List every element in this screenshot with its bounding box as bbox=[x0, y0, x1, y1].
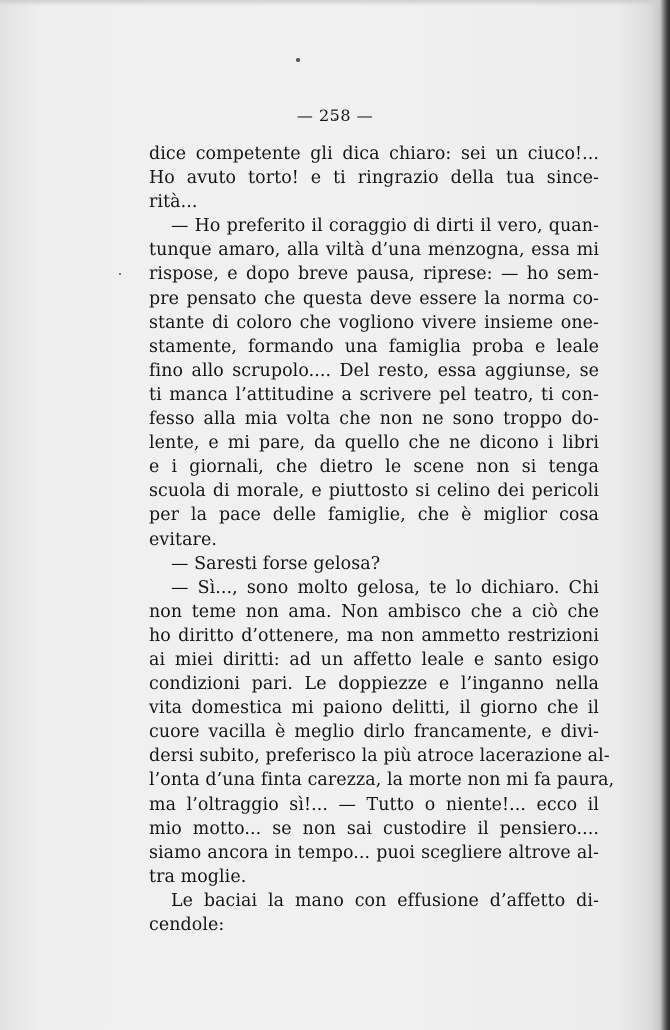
text-line: dersi subito, preferisco la più atroce lacerazione al- bbox=[149, 746, 610, 767]
text-line: siamo ancora in tempo... puoi scegliere altrove al- bbox=[149, 842, 599, 863]
text-line: vita domestica mi paiono delitti, il giorno che il bbox=[149, 698, 599, 719]
ink-speck bbox=[119, 273, 121, 275]
text-line: stamente, formando una famiglia proba e leale bbox=[149, 336, 599, 357]
text-line: — Sì..., sono molto gelosa, te lo dichiaro. Chi bbox=[171, 577, 599, 598]
text-line: non teme non ama. Non ambisco che a ciò che bbox=[149, 601, 599, 622]
text-line: dice competente gli dica chiaro: sei un ciuco!... bbox=[149, 144, 599, 164]
text-line: tra moglie. bbox=[149, 866, 247, 887]
text-line: — Ho preferito il coraggio di dirti il vero, quan- bbox=[171, 216, 599, 237]
text-line: Le baciai la mano con effusione d’affetto di- bbox=[171, 890, 599, 911]
page-number: — 258 — bbox=[296, 106, 374, 125]
text-line: — Saresti forse gelosa? bbox=[171, 553, 381, 574]
text-line: Ho avuto torto! e ti ringrazio della tua since- bbox=[149, 168, 599, 189]
text-line: cendole: bbox=[149, 915, 225, 935]
ink-speck bbox=[296, 58, 300, 62]
text-line: scuola di morale, e piuttosto si celino dei pericoli bbox=[149, 481, 599, 502]
text-line: cuore vacilla è meglio dirlo francamente, e divi- bbox=[149, 722, 599, 743]
body-text bbox=[149, 142, 615, 937]
text-line: rità... bbox=[149, 192, 198, 213]
text-line: stante di coloro che vogliono vivere insieme one- bbox=[149, 312, 599, 333]
text-line: rispose, e dopo breve pausa, riprese: — ho sem- bbox=[149, 264, 599, 285]
text-line: pre pensato che questa deve essere la norma co- bbox=[149, 288, 599, 309]
text-line: ho diritto d’ottenere, ma non ammetto restrizioni bbox=[149, 625, 599, 646]
text-line: fesso alla mia volta che non ne sono troppo do- bbox=[149, 409, 599, 430]
text-line: condizioni pari. Le doppiezze e l’inganno nella bbox=[149, 674, 599, 695]
page-top-shadow bbox=[0, 0, 670, 6]
text-line: lente, e mi pare, da quello che ne dicono i libri bbox=[149, 433, 599, 454]
text-line: tunque amaro, alla viltà d’una menzogna, essa mi bbox=[149, 240, 599, 261]
text-line: l’onta d’una finta carezza, la morte non mi fa paura, bbox=[149, 770, 615, 791]
text-line: evitare. bbox=[149, 529, 217, 550]
text-line: mio motto... se non sai custodire il pensiero.... bbox=[149, 818, 599, 839]
text-line: ti manca l’attitudine a scrivere pel teatro, ti con- bbox=[149, 384, 599, 405]
text-line: ai miei diritti: ad un affetto leale e santo esigo bbox=[149, 649, 599, 670]
text-line: fino allo scrupolo.... Del resto, essa aggiunse, se bbox=[149, 360, 599, 381]
text-line: per la pace delle famiglie, che è miglior cosa bbox=[149, 505, 599, 526]
text-line: e i giornali, che dietro le scene non si tenga bbox=[149, 457, 599, 478]
page-binding-edge bbox=[660, 0, 670, 1030]
text-line: ma l’oltraggio sì!... — Tutto o niente!... ecco il bbox=[149, 794, 599, 815]
